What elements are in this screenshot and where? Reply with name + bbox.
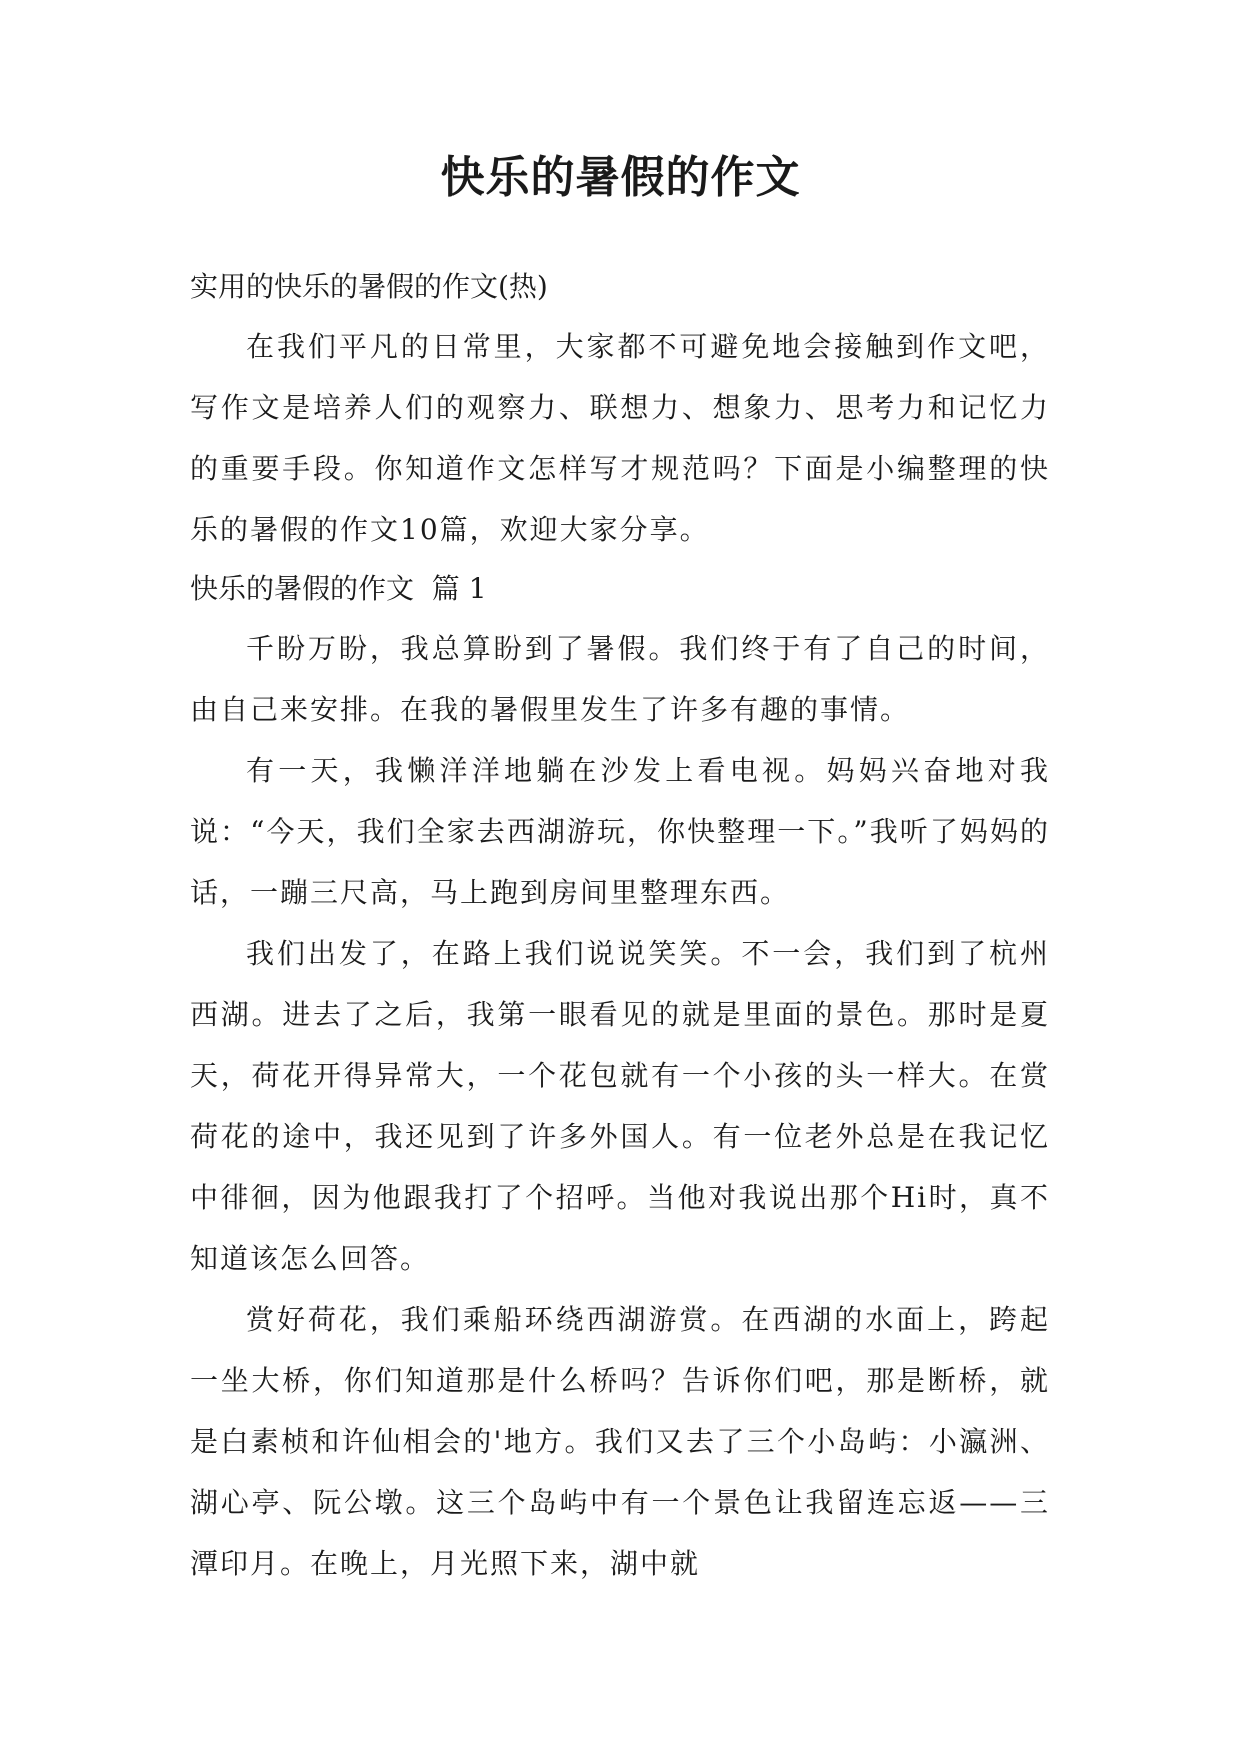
document-body: [190, 258, 1050, 1594]
body-paragraph: 有一天，我懒洋洋地躺在沙发上看电视。妈妈兴奋地对我说：“今天，我们全家去西湖游玩，你快整理一下。”我听了妈妈的话，一蹦三尺高，马上跑到房间里整理东西。: [190, 754, 1050, 909]
body-paragraph: 我们出发了，在路上我们说说笑笑。不一会，我们到了杭州西湖。进去了之后，我第一眼看见的就是里面的景色。那时是夏天，荷花开得异常大，一个花包就有一个小孩的头一样大。在赏荷花的途中，我还见到了许多外国人。有一位老外总是在我记忆中徘徊，因为他跟我打了个招呼。当他对我说出那个Hi时，真不知道该怎么回答。: [190, 937, 1050, 1275]
document-title: 快乐的暑假的作文: [440, 152, 801, 203]
document-subtitle: 实用的快乐的暑假的作文(热): [190, 270, 548, 303]
section-heading: 快乐的暑假的作文 篇 1: [190, 572, 487, 605]
body-paragraph: 赏好荷花，我们乘船环绕西湖游赏。在西湖的水面上，跨起一坐大桥，你们知道那是什么桥吗？告诉你们吧，那是断桥，就是白素桢和许仙相会的'地方。我们又去了三个小岛屿：小瀛洲、湖心亭、阮公墩。这三个岛屿中有一个景色让我留连忘返——三潭印月。在晚上，月光照下来，湖中就: [190, 1303, 1050, 1580]
intro-paragraph: 在我们平凡的日常里，大家都不可避免地会接触到作文吧，写作文是培养人们的观察力、联想力、想象力、思考力和记忆力的重要手段。你知道作文怎样写才规范吗？下面是小编整理的快乐的暑假的作文10篇，欢迎大家分享。: [190, 330, 1050, 546]
body-paragraph: 千盼万盼，我总算盼到了暑假。我们终于有了自己的时间，由自己来安排。在我的暑假里发生了许多有趣的事情。: [190, 632, 1050, 726]
